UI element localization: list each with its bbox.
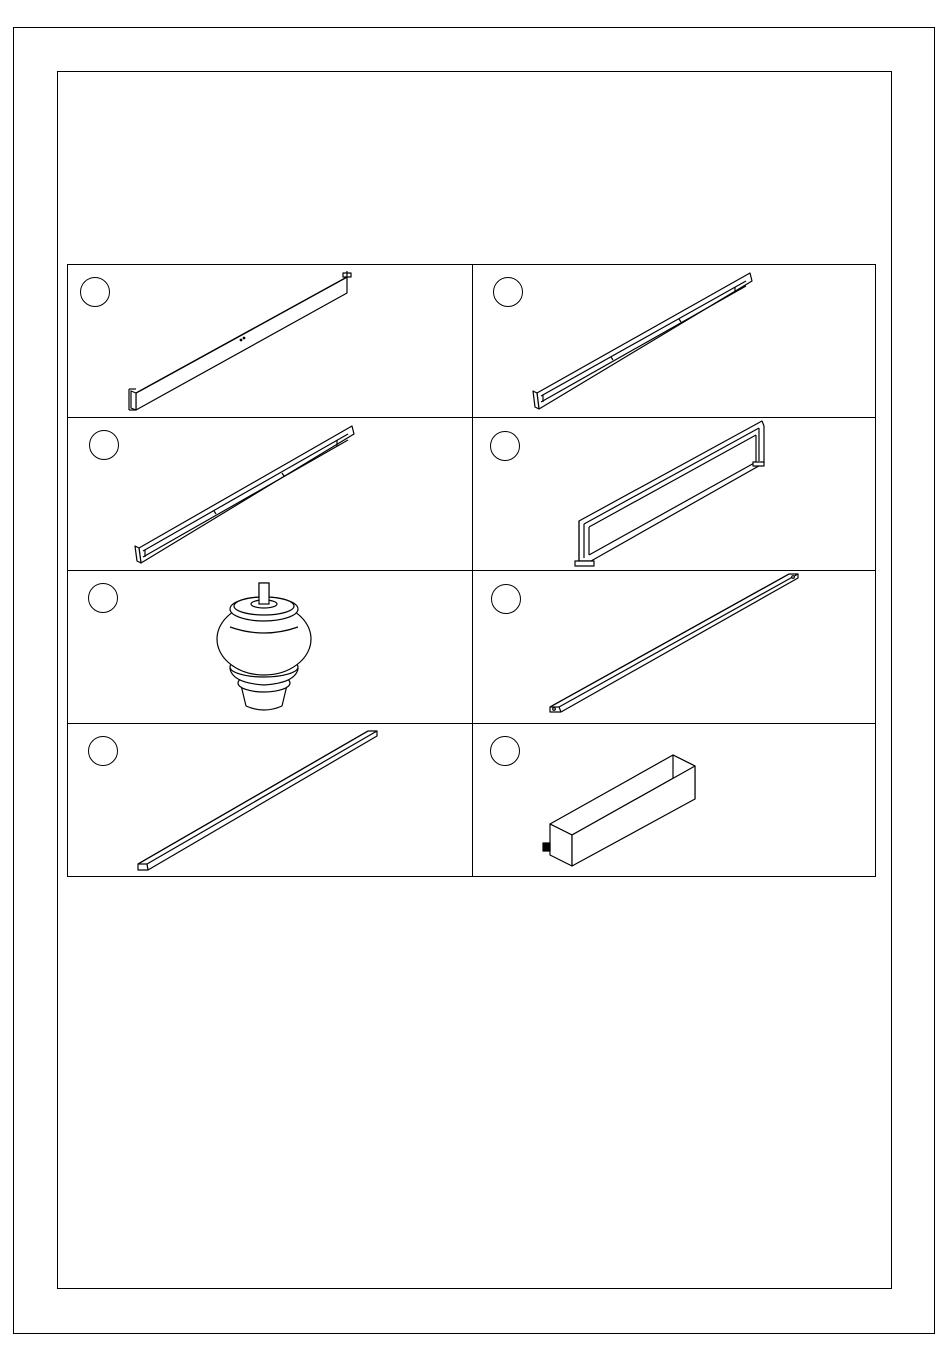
flat-slat-icon — [68, 724, 472, 876]
footboard-icon — [473, 418, 876, 570]
part-cell-2 — [473, 265, 876, 417]
part-cell-8 — [473, 724, 876, 876]
square-leg-icon — [473, 724, 876, 876]
side-rail-icon — [68, 265, 472, 417]
slotted-rail-icon — [68, 418, 472, 570]
bun-foot-icon — [68, 571, 472, 723]
slotted-rail-icon — [473, 265, 876, 417]
part-cell-6 — [473, 571, 876, 723]
part-cell-1 — [68, 265, 472, 417]
slat-bar-icon — [473, 571, 876, 723]
parts-table — [67, 264, 876, 877]
part-cell-5 — [68, 571, 472, 723]
part-cell-3 — [68, 418, 472, 570]
part-cell-4 — [473, 418, 876, 570]
part-cell-7 — [68, 724, 472, 876]
